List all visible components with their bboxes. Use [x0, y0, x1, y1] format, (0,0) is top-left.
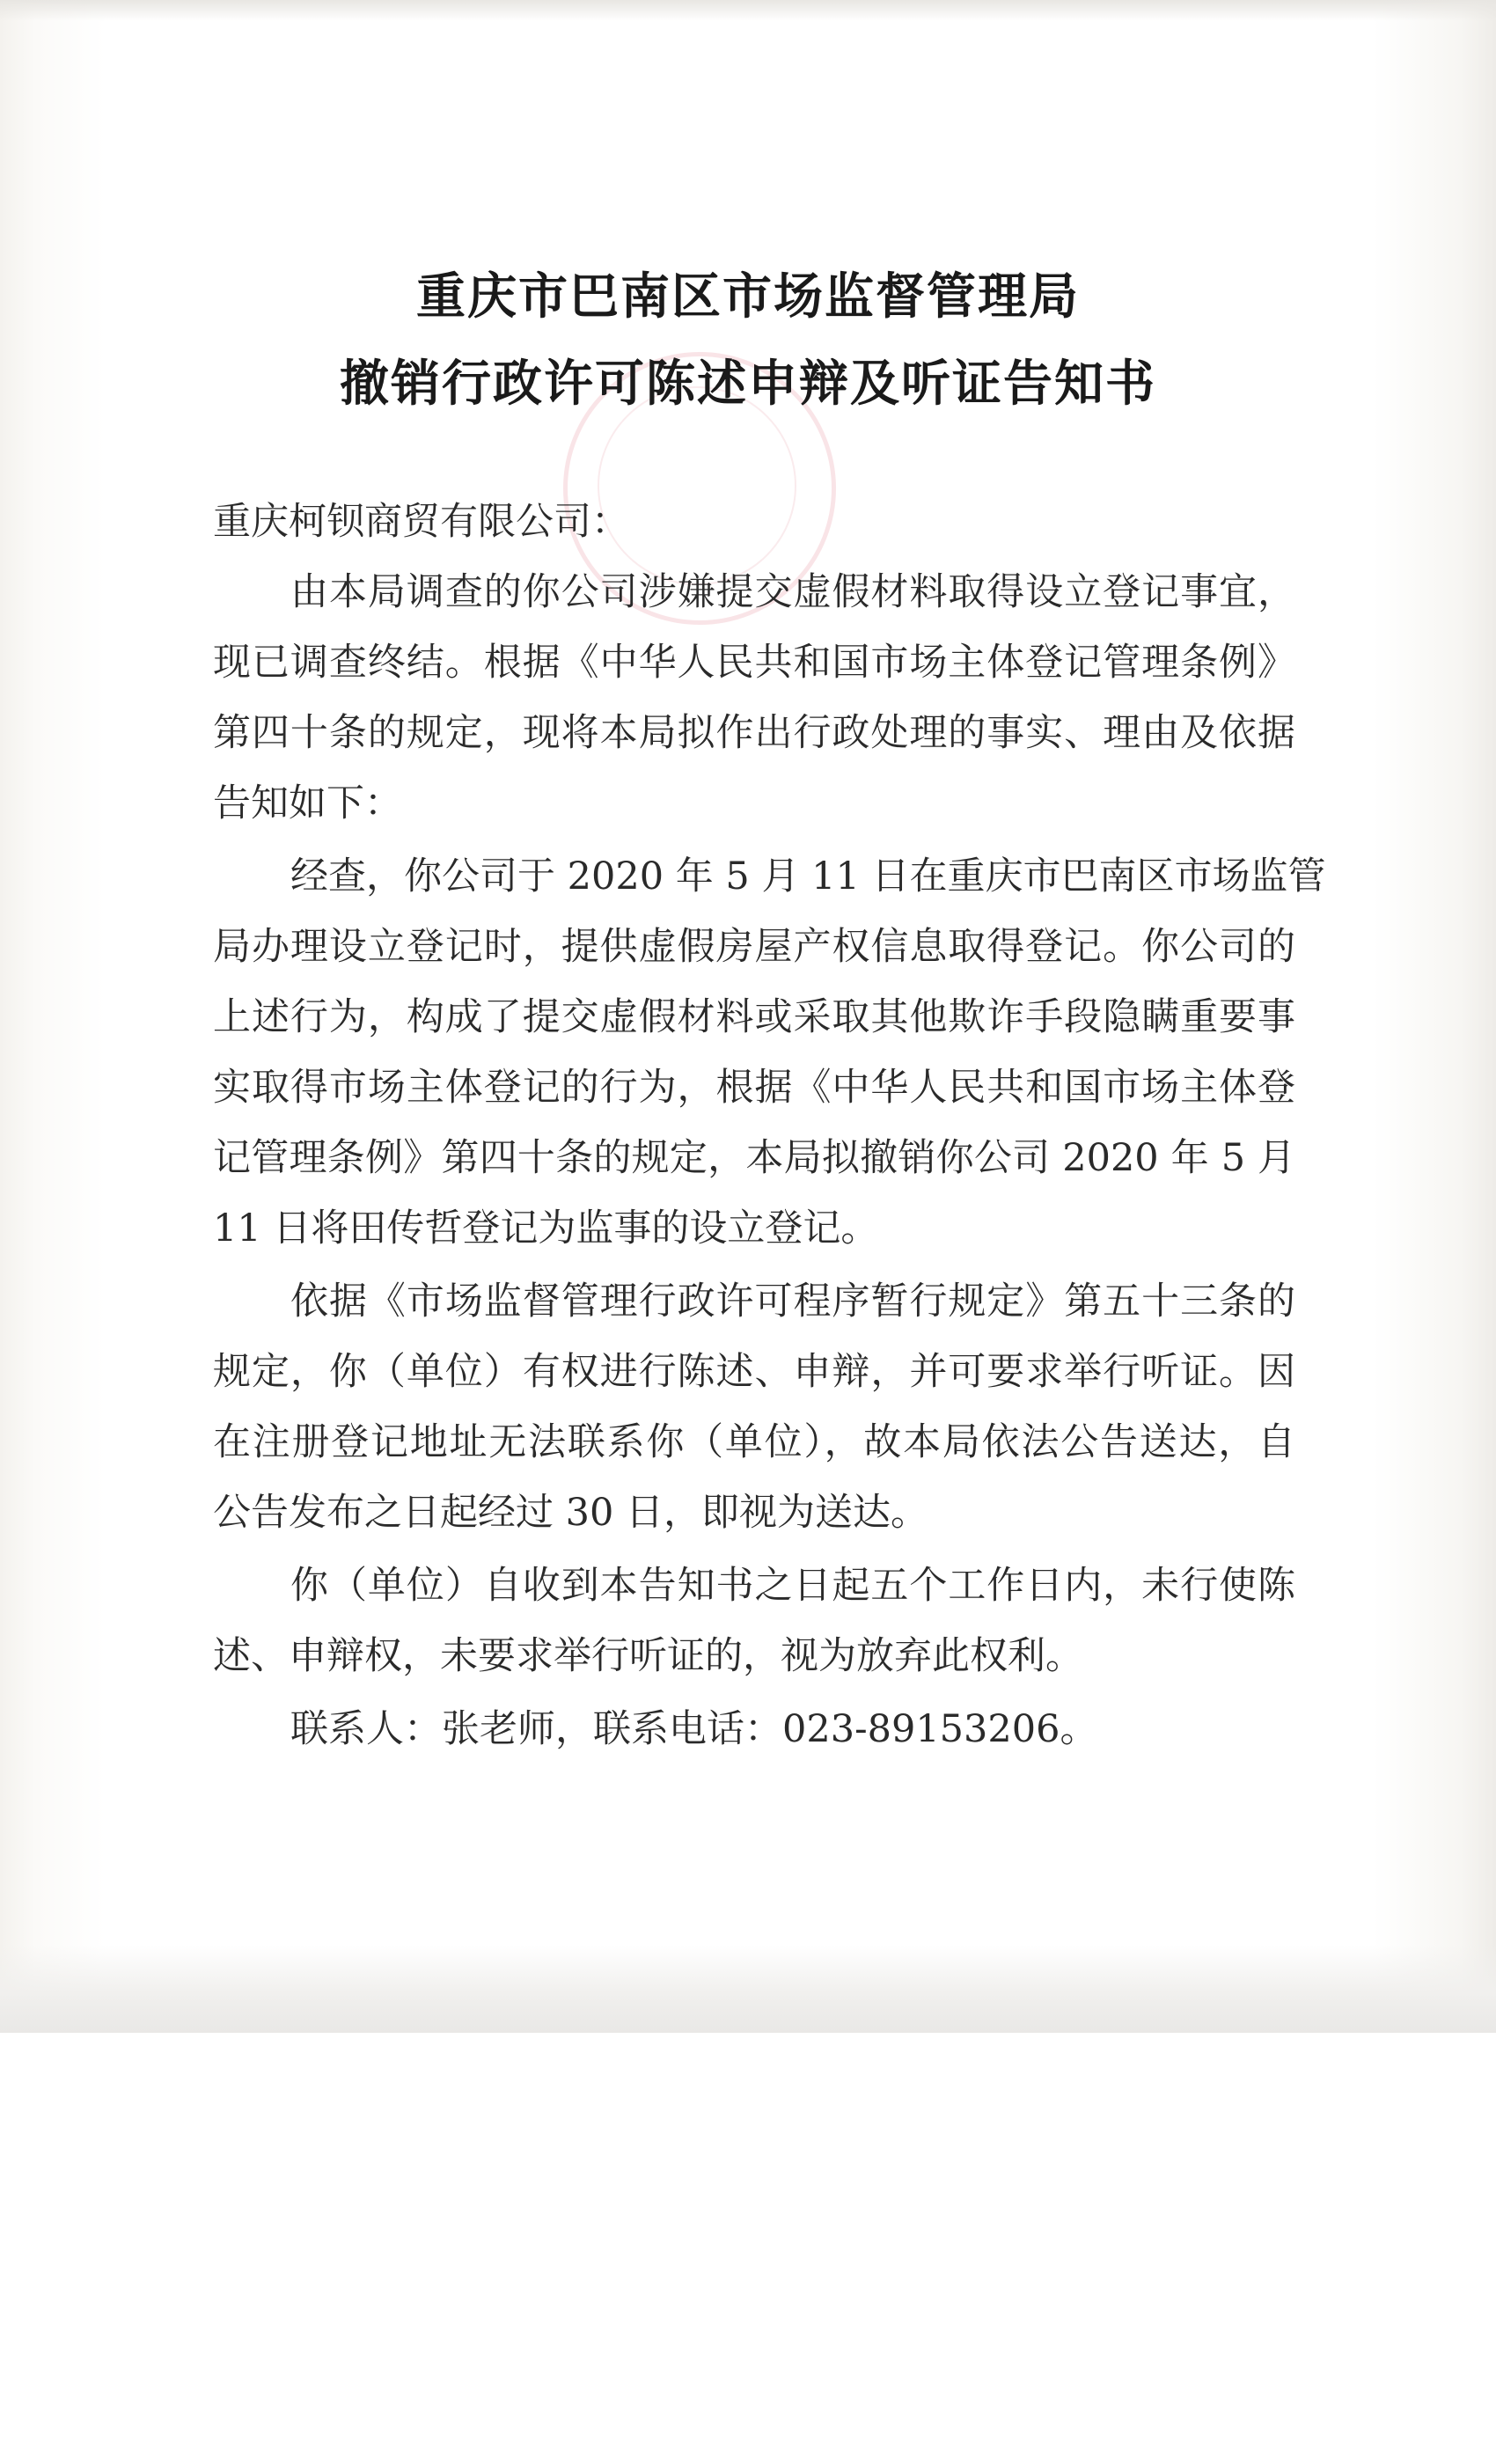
para2-line: 实取得市场主体登记的行为，根据《中华人民共和国市场主体登 [213, 1066, 1295, 1110]
para3-line: 在注册登记地址无法联系你（单位），故本局依法公告送达，自 [213, 1420, 1295, 1464]
para1-line: 第四十条的规定，现将本局拟作出行政处理的事实、理由及依据 [213, 711, 1295, 755]
scan-top-edge [0, 0, 1496, 21]
para3-line: 依据《市场监督管理行政许可程序暂行规定》第五十三条的 [290, 1280, 1295, 1324]
para4-line: 你（单位）自收到本告知书之日起五个工作日内，未行使陈 [290, 1564, 1295, 1608]
para4-line: 述、申辩权，未要求举行听证的，视为放弃此权利。 [213, 1634, 1083, 1678]
para2-line: 记管理条例》第四十条的规定，本局拟撤销你公司 2020 年 5 月 [213, 1136, 1295, 1180]
para2-line: 上述行为，构成了提交虚假材料或采取其他欺诈手段隐瞒重要事 [213, 995, 1295, 1039]
para1-line: 告知如下： [213, 781, 402, 825]
para1-line: 由本局调查的你公司涉嫌提交虚假材料取得设立登记事宜， [290, 570, 1295, 614]
para2-line: 局办理设立登记时，提供虚假房屋产权信息取得登记。你公司的 [213, 925, 1295, 969]
para2-line: 经查，你公司于 2020 年 5 月 11 日在重庆市巴南区市场监管 [290, 854, 1326, 898]
contact-line: 联系人：张老师，联系电话：023-89153206。 [290, 1707, 1098, 1751]
para3-line: 规定，你（单位）有权进行陈述、申辩，并可要求举行听证。因 [213, 1350, 1295, 1394]
para1-line: 现已调查终结。根据《中华人民共和国市场主体登记管理条例》 [213, 641, 1295, 685]
scan-bottom-edge [0, 1945, 1496, 2033]
para3-line: 公告发布之日起经过 30 日，即视为送达。 [213, 1491, 929, 1535]
addressee: 重庆柯钡商贸有限公司： [213, 500, 629, 544]
para2-line: 11 日将田传哲登记为监事的设立登记。 [213, 1206, 879, 1250]
document-title-line1: 重庆市巴南区市场监督管理局 [416, 268, 1080, 326]
document-title-line2: 撤销行政许可陈述申辩及听证告知书 [340, 355, 1156, 413]
